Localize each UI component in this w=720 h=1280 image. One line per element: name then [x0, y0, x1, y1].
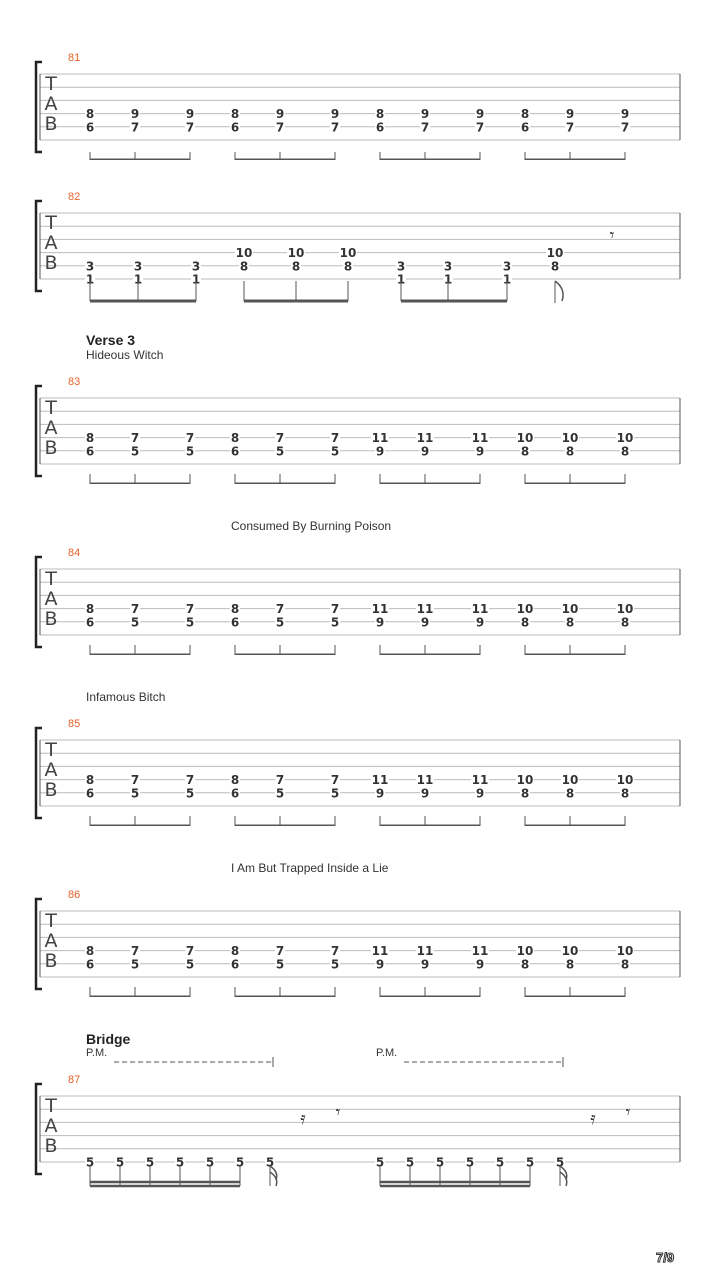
tab-clef-letter: A [44, 417, 58, 439]
fret-number: 8 [520, 107, 530, 122]
fret-number: 8 [343, 259, 353, 274]
fret-number: 7 [130, 120, 140, 135]
fret-number: 8 [620, 444, 630, 459]
fret-number: 5 [275, 957, 285, 972]
fret-number: 7 [185, 431, 195, 446]
fret-number: 7 [330, 431, 340, 446]
fret-number: 10 [516, 602, 534, 617]
fret-number: 5 [130, 615, 140, 630]
fret-number: 9 [475, 444, 485, 459]
eighth-rest: 𝄾 [625, 1102, 631, 1123]
fret-number: 5 [330, 786, 340, 801]
fret-number: 7 [275, 602, 285, 617]
fret-number: 7 [275, 120, 285, 135]
fret-number: 8 [550, 259, 560, 274]
tab-clef-letter: T [45, 568, 57, 590]
fret-number: 6 [230, 957, 240, 972]
fret-number: 1 [443, 272, 453, 287]
fret-number: 7 [330, 120, 340, 135]
fret-number: 5 [235, 1155, 245, 1170]
fret-number: 11 [371, 944, 389, 959]
fret-number: 9 [420, 957, 430, 972]
measure-number: 85 [68, 718, 81, 730]
fret-number: 7 [330, 944, 340, 959]
fret-number: 10 [561, 944, 579, 959]
fret-number: 5 [435, 1155, 445, 1170]
fret-number: 6 [520, 120, 530, 135]
system-87 [0, 1072, 720, 1202]
fret-number: 11 [471, 773, 489, 788]
system-82 [0, 189, 720, 309]
fret-number: 5 [555, 1155, 565, 1170]
system-85 [0, 716, 720, 826]
fret-number: 7 [185, 773, 195, 788]
fret-number: 9 [375, 957, 385, 972]
tab-clef-letter: B [44, 779, 58, 801]
measure-number: 83 [68, 376, 81, 388]
fret-number: 8 [565, 786, 575, 801]
fret-number: 11 [416, 431, 434, 446]
fret-number: 5 [130, 957, 140, 972]
palm-mute-extenders [0, 1052, 720, 1072]
fret-number: 8 [565, 444, 575, 459]
fret-number: 1 [85, 272, 95, 287]
tab-clef-letter: T [45, 73, 57, 95]
fret-number: 8 [520, 444, 530, 459]
fret-number: 9 [130, 107, 140, 122]
fret-number: 8 [620, 786, 630, 801]
fret-number: 9 [375, 786, 385, 801]
lyric-line: Consumed By Burning Poison [231, 519, 392, 533]
fret-number: 5 [185, 957, 195, 972]
fret-number: 8 [520, 615, 530, 630]
fret-number: 6 [230, 786, 240, 801]
fret-number: 11 [471, 944, 489, 959]
fret-number: 10 [516, 773, 534, 788]
fret-number: 11 [371, 602, 389, 617]
lyric-line: Hideous Witch [86, 348, 164, 362]
fret-number: 7 [130, 602, 140, 617]
fret-number: 3 [133, 259, 143, 274]
fret-number: 5 [130, 444, 140, 459]
fret-number: 10 [561, 773, 579, 788]
fret-number: 10 [516, 431, 534, 446]
sixteenth-rest: 𝄿 [590, 1108, 596, 1129]
fret-number: 7 [130, 773, 140, 788]
fret-number: 11 [416, 602, 434, 617]
fret-number: 9 [475, 107, 485, 122]
fret-number: 10 [561, 602, 579, 617]
fret-number: 10 [516, 944, 534, 959]
fret-number: 11 [416, 944, 434, 959]
fret-number: 9 [420, 615, 430, 630]
tab-clef-letter: T [45, 212, 57, 234]
measure-number: 86 [68, 889, 81, 901]
fret-number: 11 [471, 602, 489, 617]
fret-number: 7 [130, 431, 140, 446]
fret-number: 9 [375, 444, 385, 459]
fret-number: 9 [330, 107, 340, 122]
tab-clef-letter: A [44, 232, 58, 254]
fret-number: 6 [230, 615, 240, 630]
fret-number: 8 [230, 602, 240, 617]
fret-number: 5 [175, 1155, 185, 1170]
fret-number: 10 [339, 246, 357, 261]
tab-clef-letter: A [44, 588, 58, 610]
fret-number: 5 [185, 615, 195, 630]
tab-clef-letter: T [45, 910, 57, 932]
fret-number: 6 [375, 120, 385, 135]
sixteenth-rest: 𝄿 [300, 1108, 306, 1129]
fret-number: 8 [291, 259, 301, 274]
fret-number: 9 [275, 107, 285, 122]
tab-clef-letter: B [44, 1135, 58, 1157]
fret-number: 11 [416, 773, 434, 788]
tab-staff [0, 374, 720, 484]
fret-number: 9 [475, 615, 485, 630]
eighth-rest: 𝄾 [609, 225, 615, 246]
lyric-line: Infamous Bitch [86, 690, 166, 704]
fret-number: 8 [85, 602, 95, 617]
tab-clef-letter: A [44, 759, 58, 781]
fret-number: 8 [565, 615, 575, 630]
fret-number: 5 [495, 1155, 505, 1170]
fret-number: 5 [265, 1155, 275, 1170]
fret-number: 11 [371, 773, 389, 788]
system-bracket [36, 201, 42, 291]
fret-number: 1 [396, 272, 406, 287]
fret-number: 3 [191, 259, 201, 274]
tab-clef-letter: B [44, 252, 58, 274]
fret-number: 7 [475, 120, 485, 135]
fret-number: 5 [145, 1155, 155, 1170]
tab-clef-letter: T [45, 1095, 57, 1117]
fret-number: 9 [620, 107, 630, 122]
fret-number: 10 [616, 773, 634, 788]
fret-number: 7 [275, 431, 285, 446]
fret-number: 5 [375, 1155, 385, 1170]
fret-number: 6 [230, 120, 240, 135]
fret-number: 10 [287, 246, 305, 261]
fret-number: 7 [185, 120, 195, 135]
tab-clef-letter: A [44, 93, 58, 115]
fret-number: 3 [396, 259, 406, 274]
system-bracket [36, 728, 42, 818]
system-bracket [36, 557, 42, 647]
fret-number: 5 [465, 1155, 475, 1170]
fret-number: 3 [85, 259, 95, 274]
fret-number: 5 [330, 957, 340, 972]
system-bracket [36, 62, 42, 152]
note-flag [555, 281, 563, 301]
fret-number: 11 [371, 431, 389, 446]
fret-number: 7 [275, 944, 285, 959]
fret-number: 1 [191, 272, 201, 287]
tab-clef-letter: T [45, 397, 57, 419]
fret-number: 7 [275, 773, 285, 788]
fret-number: 5 [525, 1155, 535, 1170]
palm-mute-label: P.M. [376, 1047, 398, 1059]
fret-number: 8 [230, 107, 240, 122]
fret-number: 5 [85, 1155, 95, 1170]
fret-number: 7 [330, 773, 340, 788]
fret-number: 10 [546, 246, 564, 261]
system-81 [0, 50, 720, 160]
fret-number: 6 [85, 786, 95, 801]
fret-number: 8 [85, 944, 95, 959]
tab-clef-letter: A [44, 1115, 58, 1137]
fret-number: 8 [565, 957, 575, 972]
fret-number: 1 [133, 272, 143, 287]
system-bracket [36, 1084, 42, 1174]
fret-number: 8 [85, 107, 95, 122]
fret-number: 6 [85, 957, 95, 972]
system-83 [0, 374, 720, 484]
tab-clef-letter: B [44, 950, 58, 972]
fret-number: 9 [565, 107, 575, 122]
tab-clef-letter: B [44, 608, 58, 630]
measure-number: 87 [68, 1074, 81, 1086]
system-86 [0, 887, 720, 997]
fret-number: 1 [502, 272, 512, 287]
fret-number: 7 [330, 602, 340, 617]
tab-staff [0, 1072, 720, 1202]
fret-number: 6 [230, 444, 240, 459]
fret-number: 5 [115, 1155, 125, 1170]
fret-number: 10 [235, 246, 253, 261]
fret-number: 8 [85, 431, 95, 446]
fret-number: 5 [275, 786, 285, 801]
fret-number: 5 [185, 786, 195, 801]
fret-number: 5 [405, 1155, 415, 1170]
fret-number: 9 [475, 786, 485, 801]
fret-number: 11 [471, 431, 489, 446]
eighth-rest: 𝄾 [335, 1102, 341, 1123]
system-84 [0, 545, 720, 655]
fret-number: 7 [565, 120, 575, 135]
fret-number: 3 [443, 259, 453, 274]
fret-number: 5 [205, 1155, 215, 1170]
tab-clef-letter: B [44, 437, 58, 459]
fret-number: 3 [502, 259, 512, 274]
fret-number: 9 [420, 786, 430, 801]
fret-number: 10 [561, 431, 579, 446]
tab-clef-letter: B [44, 113, 58, 135]
fret-number: 8 [239, 259, 249, 274]
lyric-line: I Am But Trapped Inside a Lie [231, 861, 389, 875]
measure-number: 81 [68, 52, 81, 64]
fret-number: 10 [616, 602, 634, 617]
section-title-bridge: Bridge [86, 1031, 131, 1047]
fret-number: 10 [616, 944, 634, 959]
fret-number: 5 [330, 615, 340, 630]
system-bracket [36, 899, 42, 989]
tab-clef-letter: T [45, 739, 57, 761]
fret-number: 8 [375, 107, 385, 122]
fret-number: 5 [275, 615, 285, 630]
fret-number: 8 [230, 773, 240, 788]
fret-number: 10 [616, 431, 634, 446]
tab-staff [0, 545, 720, 655]
tab-staff [0, 887, 720, 997]
tab-staff [0, 716, 720, 826]
fret-number: 8 [520, 786, 530, 801]
fret-number: 9 [420, 444, 430, 459]
fret-number: 9 [475, 957, 485, 972]
fret-number: 6 [85, 120, 95, 135]
fret-number: 5 [185, 444, 195, 459]
fret-number: 8 [230, 944, 240, 959]
fret-number: 7 [620, 120, 630, 135]
fret-number: 9 [420, 107, 430, 122]
measure-number: 84 [68, 547, 81, 559]
palm-mute-label: P.M. [86, 1047, 108, 1059]
fret-number: 8 [85, 773, 95, 788]
tab-staff [0, 50, 720, 160]
fret-number: 7 [130, 944, 140, 959]
fret-number: 5 [275, 444, 285, 459]
fret-number: 7 [420, 120, 430, 135]
tab-clef-letter: A [44, 930, 58, 952]
system-bracket [36, 386, 42, 476]
fret-number: 5 [130, 786, 140, 801]
fret-number: 7 [185, 602, 195, 617]
tab-staff [0, 189, 720, 309]
fret-number: 9 [375, 615, 385, 630]
fret-number: 8 [620, 957, 630, 972]
fret-number: 6 [85, 444, 95, 459]
fret-number: 7 [185, 944, 195, 959]
fret-number: 8 [230, 431, 240, 446]
fret-number: 6 [85, 615, 95, 630]
fret-number: 8 [520, 957, 530, 972]
page-number: 7/9 [656, 1250, 675, 1265]
fret-number: 9 [185, 107, 195, 122]
fret-number: 8 [620, 615, 630, 630]
section-title-verse3: Verse 3 [86, 332, 136, 348]
measure-number: 82 [68, 191, 81, 203]
fret-number: 5 [330, 444, 340, 459]
